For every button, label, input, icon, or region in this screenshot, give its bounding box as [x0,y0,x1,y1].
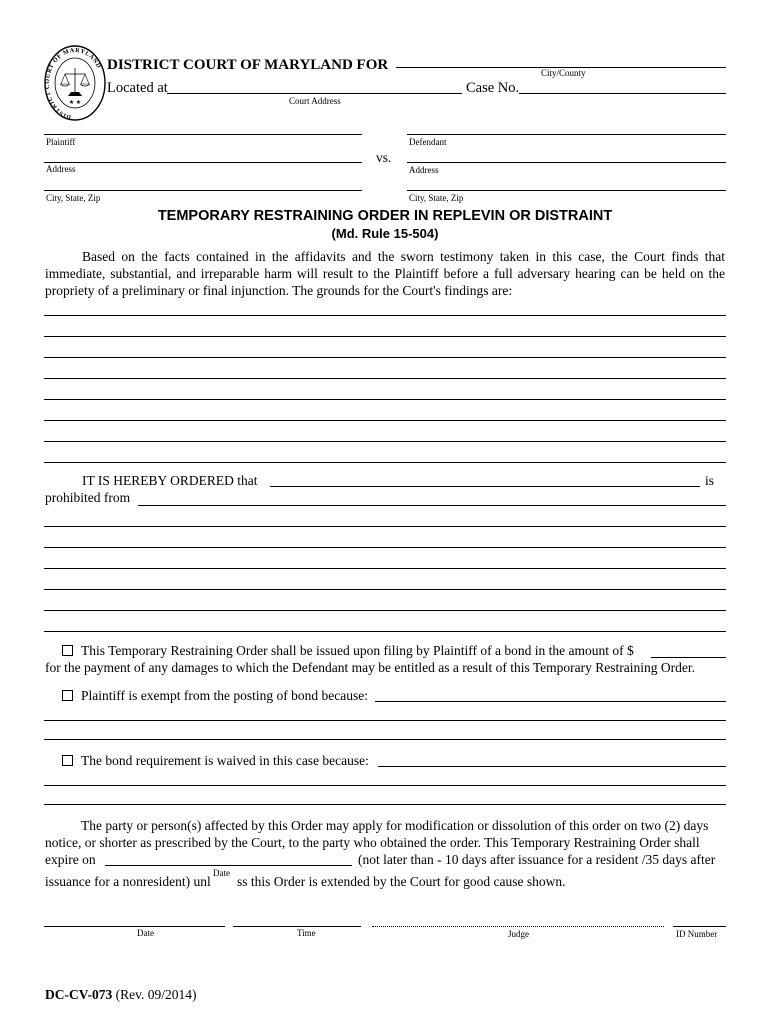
city-county-label: City/County [541,68,586,78]
form-revision: (Rev. 09/2014) [115,987,197,1002]
judge-signature-line[interactable] [372,926,664,927]
grounds-line[interactable] [44,336,726,337]
grounds-line[interactable] [44,378,726,379]
waived-reason-input[interactable] [381,751,723,766]
form-number: DC-CV-073 [45,987,113,1002]
exempt-reason-input[interactable] [378,686,723,701]
bond-damages-text: for the payment of any damages to which the Defendant may be entitled as a result of this Temporary Restraining Order. [45,660,695,675]
sign-time-label: Time [297,928,316,938]
sign-date-label: Date [137,928,154,938]
plaintiff-city-label: City, State, Zip [46,193,101,203]
court-address-label: Court Address [289,96,341,106]
bond-amount-input[interactable] [653,642,723,657]
prohibited-line[interactable] [44,631,726,632]
city-county-input[interactable] [400,52,720,67]
id-number-label: ID Number [676,929,718,939]
ordered-party-input[interactable] [273,471,697,486]
bond-required-checkbox[interactable] [62,645,73,656]
case-no-label: Case No. [466,80,520,96]
bond-waived-checkbox[interactable] [62,755,73,766]
grounds-line[interactable] [44,462,726,463]
plaintiff-exempt-checkbox[interactable] [62,690,73,701]
prohibited-line[interactable] [44,526,726,527]
form-subtitle: (Md. Rule 15-504) [331,226,439,241]
bond-waived-text: The bond requirement is waived in this case because: [81,753,369,768]
plaintiff-label: Plaintiff [46,137,76,147]
defendant-name-input[interactable] [409,119,722,134]
prohibited-line[interactable] [44,589,726,590]
court-address-input[interactable] [170,78,458,93]
closing-line-4b: ss this Order is extended by the Court for good cause shown. [237,874,566,889]
exempt-line[interactable] [44,739,726,740]
plaintiff-exempt-text: Plaintiff is exempt from the posting of bond because: [81,688,368,703]
court-title: DISTRICT COURT OF MARYLAND FOR [107,57,389,73]
court-seal-icon [44,44,106,122]
plaintiff-city-input[interactable] [46,175,358,190]
defendant-label: Defendant [409,137,447,147]
located-at-label: Located at [107,80,168,96]
grounds-line[interactable] [44,399,726,400]
grounds-line[interactable] [44,420,726,421]
prohibited-line[interactable] [44,568,726,569]
grounds-line[interactable] [44,315,726,316]
closing-line-2: notice, or shorter as prescribed by the Court, to the party who obtained the order. This Temporary Restraining Order shall [45,835,700,850]
defendant-city-label: City, State, Zip [409,193,464,203]
versus-label: vs. [376,150,392,165]
defendant-address-input[interactable] [409,147,722,162]
grounds-line[interactable] [44,357,726,358]
form-title: TEMPORARY RESTRAINING ORDER IN REPLEVIN OR DISTRAINT [157,208,613,224]
closing-line-1: The party or person(s) affected by this Order may apply for modification or dissolution of this order on two (2) days [81,818,709,833]
waived-line[interactable] [44,785,726,786]
bond-required-text: This Temporary Restraining Order shall be issued upon filing by Plaintiff of a bond in the amount of $ [81,643,634,658]
id-number-input[interactable] [675,911,724,926]
svg-text:★ ★: ★ ★ [68,100,82,106]
grounds-line[interactable] [44,441,726,442]
plaintiff-address-input[interactable] [46,147,358,162]
is-label: is [705,473,715,488]
sign-date-input[interactable] [46,911,222,926]
waived-line[interactable] [44,804,726,805]
findings-paragraph: Based on the facts contained in the affidavits and the sworn testimony taken in this case, the Court finds that immediate, substantial, and irreparable harm will result to the Plaintiff before a full adversary hearing can be held on the propriety of a preliminary or final injunction. The grounds for the Court's findings are: [45,249,725,298]
form-number-footer [45,987,197,1003]
defendant-city-input[interactable] [409,175,722,190]
expire-date-input[interactable] [108,850,348,865]
prohibited-from-label: prohibited from [45,490,131,505]
defendant-address-label: Address [409,165,439,175]
closing-line-4a: issuance for a nonresident) unl [45,874,211,889]
closing-line-3: (not later than - 10 days after issuance for a resident /35 days after [358,852,716,867]
plaintiff-address-label: Address [46,164,76,174]
prohibited-from-input[interactable] [141,490,723,505]
seal-text: DISTRICT COURT OF MARYLAND [44,46,103,121]
expire-on-label: expire on [45,852,96,867]
ordered-label: IT IS HEREBY ORDERED that [82,473,258,488]
prohibited-line[interactable] [44,610,726,611]
expire-date-sublabel: Date [213,868,230,878]
plaintiff-name-input[interactable] [46,119,358,134]
exempt-line[interactable] [44,720,726,721]
prohibited-line[interactable] [44,547,726,548]
sign-time-input[interactable] [235,911,359,926]
judge-label: Judge [508,929,529,939]
case-no-input[interactable] [522,78,722,93]
